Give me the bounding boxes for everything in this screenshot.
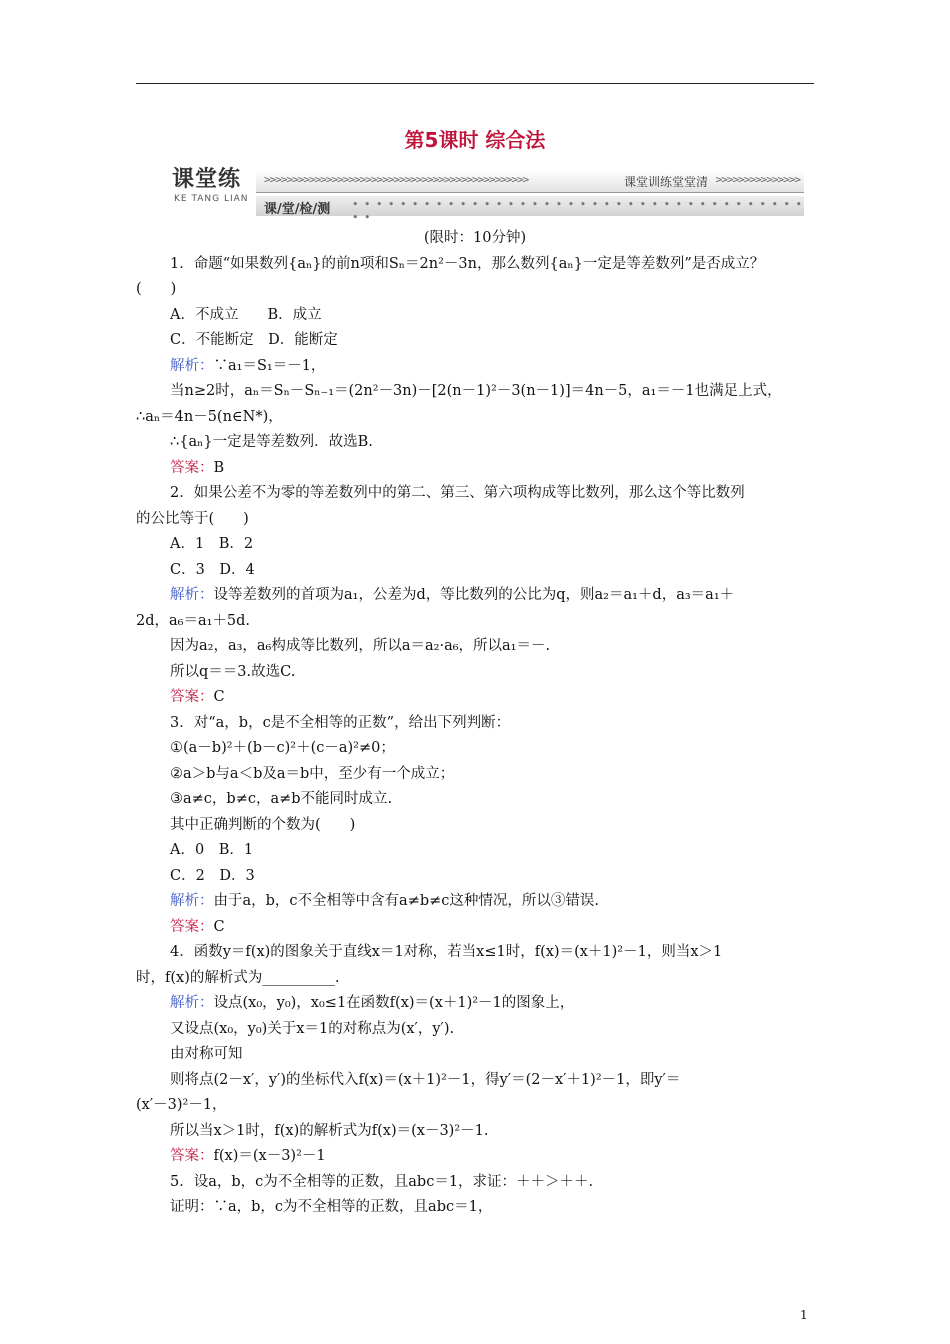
line-text: 因为a₂，a₃，a₆构成等比数列，所以a＝a₂·a₆，所以a₁＝－. [170,638,551,654]
line-text: ∵a₁＝S₁＝－1， [213,357,326,374]
page-number: 1 [800,1308,808,1322]
text-line [136,889,814,915]
line-text: C [213,689,225,705]
line-text: (x′－3)²－1， [136,1097,227,1113]
banner-logo: 课堂练 [172,167,242,192]
line-text: 2d，a₆＝a₁＋5d. [136,612,251,629]
text-line [136,940,814,966]
text-line [136,762,814,788]
text-line [136,1144,814,1170]
arrow-decoration-icon: >>>>>>>>>>>>>>>>>>>>>>>>>>>>>>>>>>>>>>>>>>>>>>> [264,173,529,186]
text-line [136,1093,814,1119]
header-rule [136,83,814,84]
banner-logo-sub: KE TANG LIAN [174,194,249,204]
line-text: 所以当x＞1时，f(x)的解析式为f(x)＝(x－3)²－1. [170,1122,489,1139]
banner-slogan: 课堂训练堂堂清 [624,175,709,189]
line-text: 设点(x₀，y₀)，x₀≤1在函数f(x)＝(x＋1)²－1的图象上， [213,995,575,1011]
line-text: 又设点(x₀，y₀)关于x＝1的对称点为(x′，y′). [170,1020,455,1037]
text-line [136,1170,814,1196]
text-line [136,379,814,405]
text-line [136,583,814,609]
text-line [136,609,814,635]
text-line [136,1042,814,1068]
text-line [136,838,814,864]
line-text: 当n≥2时，aₙ＝Sₙ－Sₙ₋₁＝(2n²－3n)－[2(n－1)²－3(n－1)]＝4n－5，a₁＝－1也满足上式， [170,383,782,399]
line-text: C．3 D．4 [170,561,255,578]
text-line [136,532,814,558]
text-line [136,736,814,762]
text-line [136,660,814,686]
text-line [136,966,814,992]
text-line [136,1195,814,1221]
banner-bottom-bar [256,196,804,224]
line-text: 证明：∵a，b，c为不全相等的正数，且abc＝1， [170,1199,493,1215]
arrow-decoration-right-icon: >>>>>>>>>>>>>>> [715,173,800,186]
line-text: 4．函数y＝f(x)的图象关于直线x＝1对称，若当x≤1时，f(x)＝(x＋1)²－1，则当x＞1 [170,944,723,960]
banner-tag: 课/堂/检/测 [264,202,331,217]
analysis-label: 解析： [170,357,214,374]
line-text: 其中正确判断的个数为( ) [170,816,356,833]
text-line [136,354,814,380]
dots-decoration-icon: • • • • • • • • • • • • • • • • • • • • • • • • • • • • • • • • • • • • • • • • [352,198,803,224]
text-line [136,915,814,941]
line-text: C．2 D．3 [170,867,255,884]
text-line [136,813,814,839]
line-text: ( ) [136,281,177,297]
line-text: 设等差数列的首项为a₁，公差为d，等比数列的公比为q，则a₂＝a₁＋d，a₃＝a₁＋ [213,587,735,603]
text-line [136,430,814,456]
line-text: ∴aₙ＝4n－5(n∈N*)， [136,408,283,425]
line-text: f(x)＝(x－3)²－1 [213,1148,326,1164]
line-text: 3．对“a，b，c是不全相等的正数”，给出下列判断： [170,714,511,731]
text-line [136,711,814,737]
line-text: A．0 B．1 [170,842,254,858]
text-line [136,277,814,303]
line-text: C．不能断定 D．能断定 [170,332,338,348]
text-line [136,1017,814,1043]
line-text: 5．设a，b，c为不全相等的正数，且abc＝1，求证：＋＋＞＋＋. [170,1173,594,1190]
text-line [136,456,814,482]
line-text: C [213,918,225,935]
line-text: ①(a－b)²＋(b－c)²＋(c－a)²≠0； [170,740,395,756]
line-text: ③a≠c，b≠c，a≠b不能同时成立. [170,791,393,807]
text-line [136,1068,814,1094]
text-line [136,405,814,431]
page-title: 第5课时 综合法 [404,128,546,152]
line-text: ∴{aₙ}一定是等差数列．故选B. [170,434,373,450]
text-line [136,864,814,890]
section-banner [168,160,806,224]
line-text: A．不成立 B．成立 [170,306,322,323]
text-line [136,558,814,584]
text-line [136,328,814,354]
text-line [136,1119,814,1145]
text-line [136,787,814,813]
exercise-lines [136,252,814,1221]
line-text: 时，f(x)的解析式为__________. [136,969,340,986]
line-text: 所以q＝＝3.故选C. [170,663,296,680]
line-text: B [213,459,225,476]
line-text: ②a＞b与a＜b及a＝b中，至少有一个成立； [170,765,455,782]
document-body [136,226,814,1221]
line-text: 2．如果公差不为零的等差数列中的第二、第三、第六项构成等比数列，那么这个等比数列 [170,485,745,501]
text-line [136,507,814,533]
time-limit: (限时：10分钟) [423,230,527,246]
analysis-label: 解析： [170,587,214,603]
answer-label: 答案： [170,918,214,935]
line-text: 由于a，b，c不全相等中含有a≠b≠c这种情况，所以③错误. [213,893,600,909]
answer-label: 答案： [170,689,214,705]
line-text: 由对称可知 [170,1046,243,1062]
text-line [136,481,814,507]
text-line [136,991,814,1017]
analysis-label: 解析： [170,893,214,909]
line-text: 的公比等于( ) [136,510,249,527]
text-line [136,303,814,329]
answer-label: 答案： [170,1148,214,1164]
line-text: 1．命题“如果数列{aₙ}的前n项和Sₙ＝2n²－3n，那么数列{aₙ}一定是等差数列”是否成立？ [170,255,765,272]
analysis-label: 解析： [170,995,214,1011]
answer-label: 答案： [170,459,214,476]
line-text: 则将点(2－x′，y′)的坐标代入f(x)＝(x＋1)²－1，得y′＝(2－x′＋1)²－1，即y′＝ [170,1071,681,1088]
text-line [136,252,814,278]
text-line [136,685,814,711]
banner-top-bar [256,170,804,193]
text-line [136,634,814,660]
line-text: A．1 B．2 [170,536,254,552]
